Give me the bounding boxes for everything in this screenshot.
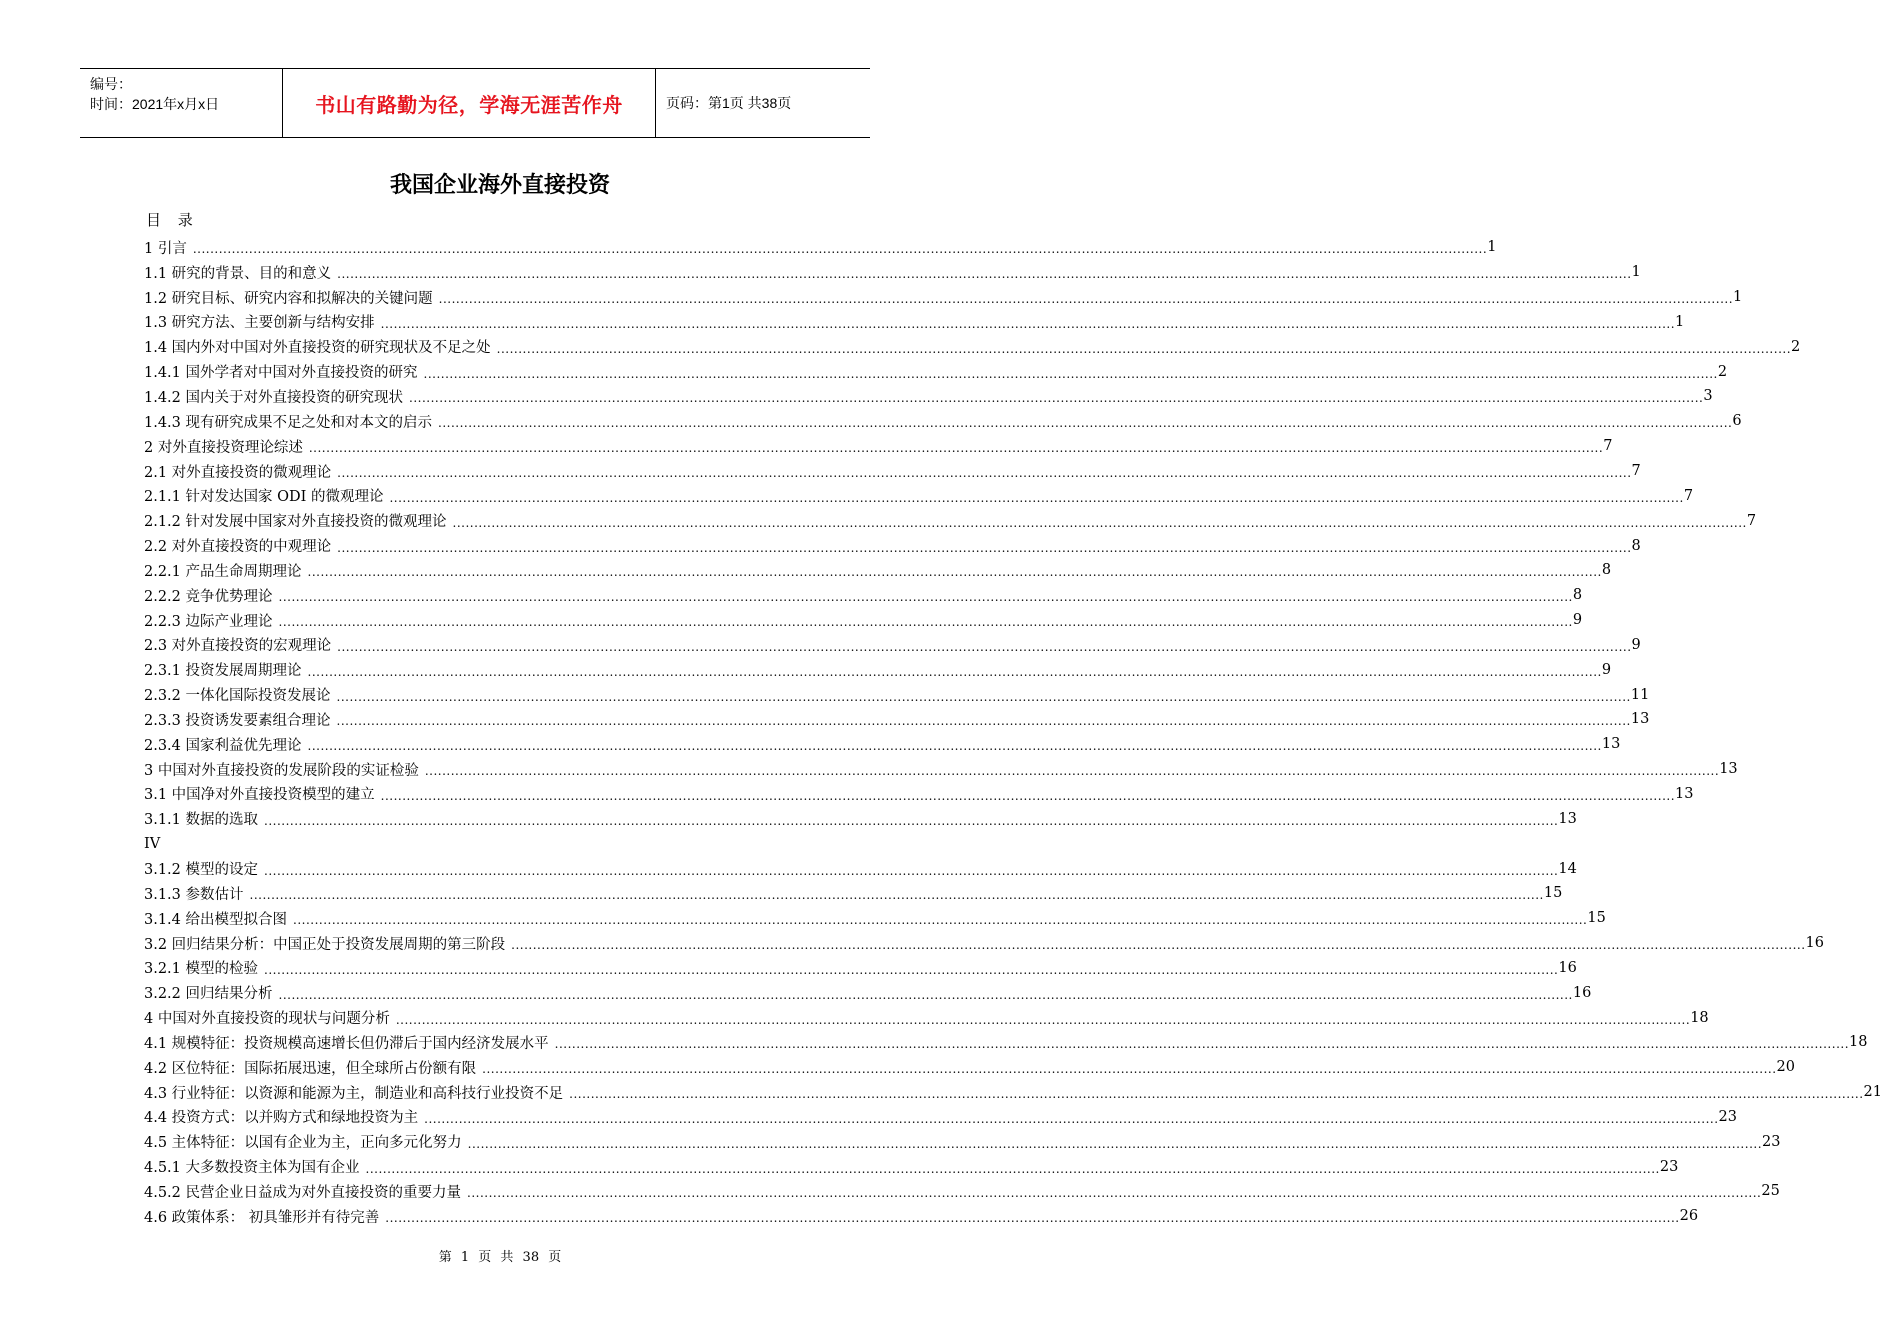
toc-entry-title: 1.4.3 现有研究成果不足之处和对本文的启示 <box>144 414 433 431</box>
toc-dot-leader: ............................................................................................................................................................................................................................................................................................................ <box>264 813 1559 828</box>
toc-entry-title: 1.2 研究目标、研究内容和拟解决的关键问题 <box>144 290 433 307</box>
toc-entry-page: 13 <box>1630 711 1650 728</box>
toc-entry-title: 2.3.2 一体化国际投资发展论 <box>144 688 331 705</box>
toc-dot-leader: ............................................................................................................................................................................................................................................................................................................ <box>452 515 1747 530</box>
time-label: 时间：2021年x月x日 <box>90 96 220 112</box>
toc-entry[interactable] <box>144 409 1742 434</box>
toc-dot-leader: ............................................................................................................................................................................................................................................................................................................ <box>511 938 1806 953</box>
table-of-contents <box>144 235 1882 1229</box>
toc-entry-title: 2.1.1 针对发达国家 ODI 的微观理论 <box>144 489 384 506</box>
toc-entry[interactable] <box>144 1129 1781 1154</box>
toc-dot-leader: ............................................................................................................................................................................................................................................................................................................ <box>482 1062 1777 1077</box>
document-title: 我国企业海外直接投资 <box>389 173 610 198</box>
toc-entry-title: 2.1.2 针对发展中国家对外直接投资的微观理论 <box>144 514 447 531</box>
toc-entry-page: 18 <box>1690 1009 1709 1026</box>
toc-entry-title: 1 引言 <box>144 240 187 257</box>
toc-entry-page: 11 <box>1630 686 1650 703</box>
toc-entry-title: 4.5.2 民营企业日益成为对外直接投资的重要力量 <box>144 1184 462 1201</box>
toc-dot-leader: ............................................................................................................................................................................................................................................................................................................ <box>336 689 1631 704</box>
toc-entry-page: 16 <box>1572 984 1592 1001</box>
toc-entry-page: 20 <box>1776 1059 1795 1076</box>
toc-entry-page: 9 <box>1601 661 1612 678</box>
toc-dot-leader: ............................................................................................................................................................................................................................................................................................................ <box>438 292 1734 307</box>
toc-entry-title: 4.3 行业特征：以资源和能源为主，制造业和高科技行业投资不足 <box>144 1085 564 1102</box>
toc-entry-page: 1 <box>1631 264 1641 281</box>
toc-entry-title: 1.4.2 国内关于对外直接投资的研究现状 <box>144 389 404 406</box>
toc-entry-page: 26 <box>1679 1208 1699 1225</box>
toc-dot-leader: ............................................................................................................................................................................................................................................................................................................ <box>554 1037 1850 1052</box>
toc-entry-title: 3.1.2 模型的设定 <box>144 862 259 879</box>
toc-entry-page: 9 <box>1631 636 1641 653</box>
number-label: 编号： <box>90 76 132 92</box>
toc-entry-page: 16 <box>1558 959 1577 976</box>
toc-entry-title: 3 中国对外直接投资的发展阶段的实证检验 <box>144 762 419 779</box>
toc-entry-title: 3.1.1 数据的选取 <box>144 812 259 829</box>
toc-entry-page: 3 <box>1703 388 1713 405</box>
toc-entry[interactable] <box>144 359 1728 384</box>
motto-text: 书山有路勤为径，学海无涯苦作舟 <box>315 94 623 117</box>
toc-entry-title: 3.1.4 给出模型拟合图 <box>144 911 288 928</box>
toc-dot-leader: ............................................................................................................................................................................................................................................................................................................ <box>336 714 1631 729</box>
toc-entry-page: 16 <box>1805 935 1824 952</box>
toc-entry-title: 4.5 主体特征：以国有企业为主，正向多元化努力 <box>144 1135 462 1152</box>
toc-entry[interactable] <box>144 757 1738 782</box>
toc-entry[interactable] <box>144 782 1694 807</box>
toc-entry[interactable] <box>144 310 1685 335</box>
toc-dot-leader: ............................................................................................................................................................................................................................................................................................................ <box>409 391 1704 406</box>
toc-dot-leader: ............................................................................................................................................................................................................................................................................................................ <box>337 639 1632 654</box>
toc-entry[interactable] <box>144 508 1757 533</box>
toc-entry[interactable] <box>144 533 1641 558</box>
toc-dot-leader: ............................................................................................................................................................................................................................................................................................................ <box>569 1087 1864 1102</box>
toc-entry-page: 14 <box>1558 860 1577 877</box>
toc-dot-leader: ............................................................................................................................................................................................................................................................................................................ <box>424 1111 1719 1126</box>
toc-entry-page: 25 <box>1761 1183 1780 1200</box>
toc-entry[interactable] <box>144 384 1713 409</box>
toc-entry-page: 23 <box>1718 1108 1737 1125</box>
toc-entry-page: 6 <box>1732 413 1742 430</box>
toc-entry-page: 15 <box>1587 910 1606 927</box>
toc-entry-page: 13 <box>1601 736 1621 753</box>
toc-entry[interactable] <box>144 434 1613 459</box>
toc-entry-title: 2.3.1 投资发展周期理论 <box>144 663 302 680</box>
toc-entry[interactable] <box>144 1105 1737 1130</box>
toc-entry[interactable] <box>144 633 1641 658</box>
toc-entry-title: 2.3.3 投资诱发要素组合理论 <box>144 712 331 729</box>
toc-dot-leader: ............................................................................................................................................................................................................................................................................................................ <box>337 540 1632 555</box>
toc-entry[interactable] <box>144 657 1612 682</box>
toc-entry-page: 2 <box>1791 338 1801 355</box>
toc-entry[interactable] <box>144 831 671 856</box>
toc-dot-leader: ............................................................................................................................................................................................................................................................................................................ <box>307 565 1602 580</box>
toc-entry-title: 1.4 国内外对中国对外直接投资的研究现状及不足之处 <box>144 340 491 357</box>
toc-entry-title: 3.1 中国净对外直接投资模型的建立 <box>144 787 375 804</box>
toc-entry-page: 8 <box>1572 587 1583 604</box>
toc-entry[interactable] <box>144 583 1583 608</box>
toc-dot-leader: ............................................................................................................................................................................................................................................................................................................ <box>496 341 1792 356</box>
toc-entry-title: 3.2.1 模型的检验 <box>144 961 259 978</box>
toc-entry-page: 9 <box>1572 612 1583 629</box>
toc-entry[interactable] <box>144 235 1497 260</box>
toc-entry-page: 7 <box>1683 487 1694 504</box>
toc-entry-title: 1.3 研究方法、主要创新与结构安排 <box>144 315 375 332</box>
toc-entry-page: 23 <box>1762 1133 1781 1150</box>
toc-entry-title: 2.3 对外直接投资的宏观理论 <box>144 638 332 655</box>
toc-entry[interactable] <box>144 1179 1780 1204</box>
toc-entry[interactable] <box>144 608 1583 633</box>
toc-entry-title: 2 对外直接投资理论综述 <box>144 439 303 456</box>
toc-entry[interactable] <box>144 1005 1709 1030</box>
toc-entry-title: 2.3.4 国家利益优先理论 <box>144 737 302 754</box>
toc-dot-leader: ............................................................................................................................................................................................................................................................................................................ <box>380 788 1676 803</box>
toc-dot-leader: ............................................................................................................................................................................................................................................................................................................ <box>278 987 1573 1002</box>
toc-dot-leader: ............................................................................................................................................................................................................................................................................................................ <box>467 1136 1763 1151</box>
toc-entry-title: 3.1.3 参数估计 <box>144 886 244 903</box>
toc-entry[interactable] <box>144 483 1694 508</box>
toc-entry-page: 13 <box>1558 810 1577 827</box>
toc-dot-leader: ............................................................................................................................................................................................................................................................................................................ <box>264 962 1559 977</box>
toc-entry[interactable] <box>144 980 1592 1005</box>
toc-entry-title: 3.2 回归结果分析：中国正处于投资发展周期的第三阶段 <box>144 936 506 953</box>
toc-entry-title: 2.1 对外直接投资的微观理论 <box>144 464 332 481</box>
toc-entry-page: 2 <box>1717 363 1728 380</box>
toc-entry-title: 4.2 区位特征：国际拓展迅速，但全球所占份额有限 <box>144 1060 477 1077</box>
toc-dot-leader: ............................................................................................................................................................................................................................................................................................................ <box>337 466 1632 481</box>
toc-entry-page: 1 <box>1675 313 1685 330</box>
toc-dot-leader: ............................................................................................................................................................................................................................................................................................................ <box>424 764 1720 779</box>
toc-entry[interactable] <box>144 1080 1882 1105</box>
toc-entry-page: 15 <box>1543 885 1563 902</box>
toc-entry-page: 23 <box>1659 1158 1679 1175</box>
toc-entry[interactable] <box>144 806 1577 831</box>
toc-entry[interactable] <box>144 1204 1699 1229</box>
toc-entry-title: 2.2 对外直接投资的中观理论 <box>144 539 332 556</box>
toc-entry[interactable] <box>144 682 1650 707</box>
toc-entry[interactable] <box>144 1154 1679 1179</box>
toc-dot-leader: ............................................................................................................................................................................................................................................................................................................ <box>278 615 1573 630</box>
toc-dot-leader: ............................................................................................................................................................................................................................................................................................................ <box>249 888 1544 903</box>
toc-entry[interactable] <box>144 459 1641 484</box>
toc-dot-leader: ............................................................................................................................................................................................................................................................................................................ <box>389 490 1684 505</box>
toc-dot-leader: ............................................................................................................................................................................................................................................................................................................ <box>385 1211 1680 1226</box>
header-page-info: 页码：第1页 共38页 <box>666 95 792 111</box>
toc-dot-leader: ............................................................................................................................................................................................................................................................................................................ <box>438 416 1733 431</box>
toc-entry-page: 7 <box>1746 512 1757 529</box>
toc-entry[interactable] <box>144 906 1606 931</box>
toc-entry[interactable] <box>144 931 1824 956</box>
toc-dot-leader: ............................................................................................................................................................................................................................................................................................................ <box>380 316 1676 331</box>
toc-entry-title: 3.2.2 回归结果分析 <box>144 986 273 1003</box>
toc-dot-leader: ............................................................................................................................................................................................................................................................................................................ <box>308 441 1604 456</box>
toc-entry[interactable] <box>144 334 1801 359</box>
toc-entry-title: 4.1 规模特征：投资规模高速增长但仍滞后于国内经济发展水平 <box>144 1035 549 1052</box>
toc-entry[interactable] <box>144 881 1563 906</box>
toc-entry[interactable] <box>144 1055 1795 1080</box>
toc-heading: 目 录 <box>146 211 199 229</box>
page-header <box>80 68 870 138</box>
toc-entry-title: IV <box>144 835 161 852</box>
toc-entry[interactable] <box>144 558 1612 583</box>
toc-dot-leader: ............................................................................................................................................................................................................................................................................................................ <box>365 1161 1660 1176</box>
page-footer: 第 1 页 共 38 页 <box>438 1250 562 1265</box>
toc-dot-leader: ............................................................................................................................................................................................................................................................................................................ <box>307 664 1602 679</box>
toc-entry[interactable] <box>144 856 1577 881</box>
toc-entry-page: 18 <box>1849 1034 1868 1051</box>
toc-entry-title: 1.4.1 国外学者对中国对外直接投资的研究 <box>144 365 418 382</box>
toc-entry-page: 8 <box>1631 537 1641 554</box>
toc-entry-title: 2.2.1 产品生命周期理论 <box>144 563 302 580</box>
header-motto-cell <box>283 69 656 137</box>
toc-entry-page: 13 <box>1719 761 1738 778</box>
toc-dot-leader: ............................................................................................................................................................................................................................................................................................................ <box>264 863 1559 878</box>
toc-entry-page: 1 <box>1487 239 1497 256</box>
toc-entry[interactable] <box>144 707 1650 732</box>
toc-dot-leader: ............................................................................................................................................................................................................................................................................................................ <box>307 739 1602 754</box>
header-meta <box>80 69 283 137</box>
toc-entry-page: 1 <box>1733 289 1743 306</box>
toc-entry-title: 2.2.3 边际产业理论 <box>144 613 273 630</box>
toc-entry[interactable] <box>144 1030 1868 1055</box>
toc-entry[interactable] <box>144 955 1577 980</box>
toc-entry-page: 7 <box>1603 438 1613 455</box>
toc-dot-leader: ............................................................................................................................................................................................................................................................................................................ <box>278 590 1573 605</box>
toc-entry-title: 4 中国对外直接投资的现状与问题分析 <box>144 1011 390 1028</box>
toc-entry[interactable] <box>144 260 1641 285</box>
toc-dot-leader: ............................................................................................................................................................................................................................................................................................................ <box>337 267 1632 282</box>
toc-entry[interactable] <box>144 732 1621 757</box>
toc-dot-leader: ............................................................................................................................................................................................................................................................................................................ <box>395 1012 1691 1027</box>
toc-entry-title: 1.1 研究的背景、目的和意义 <box>144 265 332 282</box>
toc-entry-title: 4.5.1 大多数投资主体为国有企业 <box>144 1160 360 1177</box>
toc-dot-leader: ............................................................................................................................................................................................................................................................................................................ <box>293 913 1588 928</box>
toc-entry-page: 21 <box>1863 1084 1882 1101</box>
toc-entry-page: 8 <box>1601 562 1612 579</box>
toc-entry-title: 2.2.2 竞争优势理论 <box>144 588 273 605</box>
toc-entry-page: 13 <box>1675 785 1694 802</box>
toc-dot-leader: ............................................................................................................................................................................................................................................................................................................ <box>192 242 1488 257</box>
toc-dot-leader: ............................................................................................................................................................................................................................................................................................................ <box>467 1186 1762 1201</box>
toc-entry-title: 4.6 政策体系： 初具雏形并有待完善 <box>144 1209 380 1226</box>
toc-entry-page: 7 <box>1631 463 1641 480</box>
toc-entry[interactable] <box>144 285 1743 310</box>
toc-entry-title: 4.4 投资方式：以并购方式和绿地投资为主 <box>144 1110 419 1127</box>
toc-dot-leader: ............................................................................................................................................................................................................................................................................................................ <box>423 366 1718 381</box>
